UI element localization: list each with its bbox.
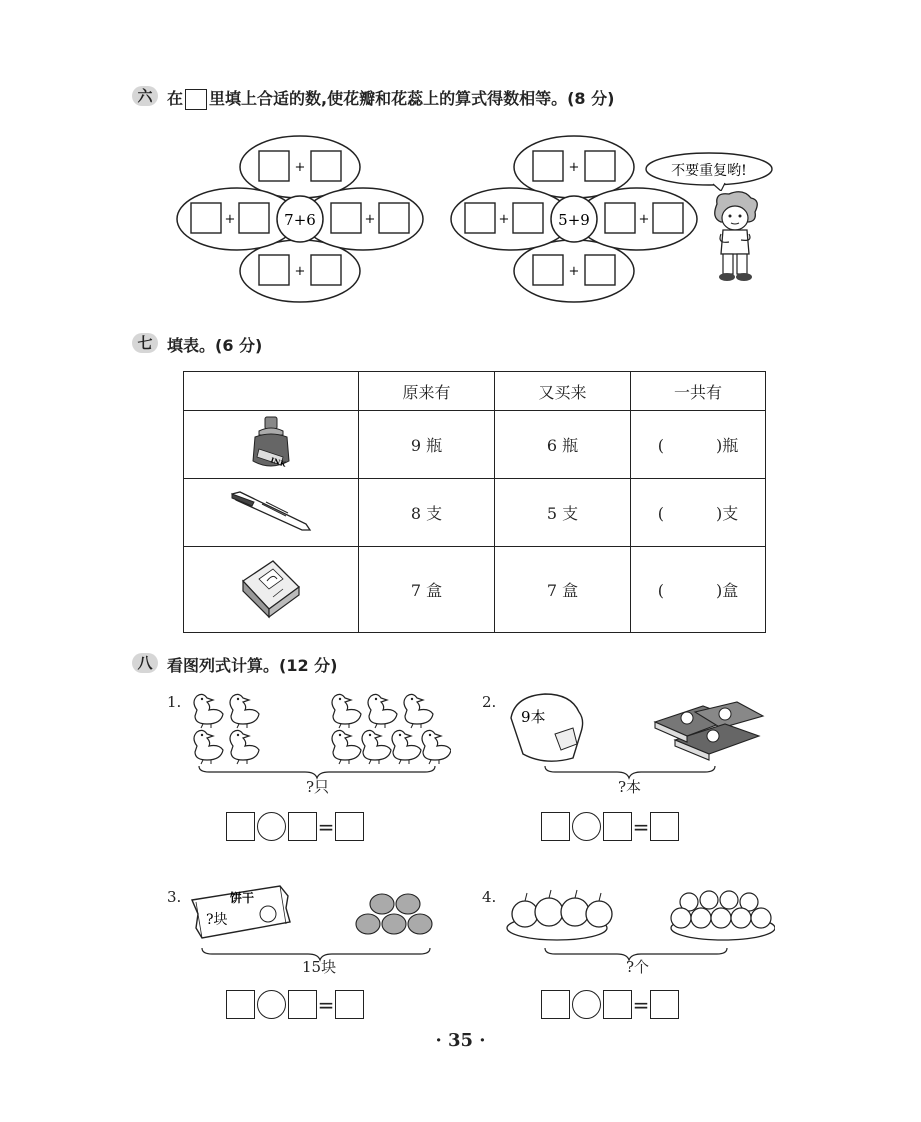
cell-had: 7 盒 [359, 547, 495, 633]
plus-sign: + [638, 212, 650, 227]
plus-sign: + [294, 264, 306, 279]
cell-bought: 7 盒 [495, 547, 631, 633]
section-8-number: 八 [132, 653, 158, 673]
instruction-suffix: 里填上合适的数,使花瓣和花蕊上的算式得数相等。(8 分) [209, 89, 615, 108]
equals-sign: = [632, 992, 650, 1017]
section-6-number: 六 [132, 86, 158, 106]
problem-label: ?本 [618, 778, 642, 796]
problem-label: ?只 [306, 778, 330, 796]
answer-box[interactable] [603, 990, 632, 1019]
section-7-number: 七 [132, 333, 158, 353]
plus-sign: + [498, 212, 510, 227]
equals-sign: = [317, 992, 335, 1017]
table-header: 原来有 [359, 372, 495, 411]
fill-table [183, 371, 766, 633]
operator-circle[interactable] [572, 812, 601, 841]
problem-number: 1. [167, 693, 182, 711]
section-6-instruction [167, 86, 614, 110]
answer-box[interactable] [288, 812, 317, 841]
answer-box[interactable] [603, 812, 632, 841]
pen-icon [184, 479, 359, 547]
flower-1 [175, 133, 425, 305]
equation-row [226, 990, 364, 1019]
equals-sign: = [632, 814, 650, 839]
answer-box[interactable] [541, 990, 570, 1019]
section-7-instruction: 填表。(6 分) [167, 336, 263, 355]
operator-circle[interactable] [257, 812, 286, 841]
problem-number: 3. [167, 888, 182, 906]
answer-box[interactable] [226, 990, 255, 1019]
biscuits-image [188, 880, 450, 962]
page-number: · 35 · [435, 1030, 486, 1051]
cell-total[interactable]: ( )支 [631, 479, 766, 547]
svg-text:INK: INK [269, 454, 288, 469]
equals-sign: = [317, 814, 335, 839]
instruction-prefix: 在 [167, 89, 184, 108]
cell-bought: 6 瓶 [495, 411, 631, 479]
table-row [184, 411, 766, 479]
answer-box[interactable] [650, 990, 679, 1019]
plus-sign: + [294, 160, 306, 175]
problem-number: 4. [482, 888, 497, 906]
table-row [184, 547, 766, 633]
cell-had: 9 瓶 [359, 411, 495, 479]
blank-square-example [185, 89, 207, 110]
plus-sign: + [364, 212, 376, 227]
table-header-row [184, 372, 766, 411]
operator-circle[interactable] [572, 990, 601, 1019]
box-icon [184, 547, 359, 633]
answer-box[interactable] [288, 990, 317, 1019]
cell-had: 8 支 [359, 479, 495, 547]
problem-number: 2. [482, 693, 497, 711]
apples-image [505, 880, 775, 962]
equation-row [541, 990, 679, 1019]
bag-label: ?块 [206, 912, 228, 928]
cell-bought: 5 支 [495, 479, 631, 547]
boy-icon [703, 190, 765, 282]
ducks-image [185, 688, 451, 790]
speech-text: 不要重复哟! [671, 163, 747, 179]
problem-label: 15块 [302, 958, 337, 976]
table-header [184, 372, 359, 411]
flower-1-center: 7+6 [284, 211, 316, 229]
cell-total[interactable]: ( )盒 [631, 547, 766, 633]
answer-box[interactable] [650, 812, 679, 841]
bag-label: 9本 [521, 708, 546, 726]
books-image [505, 688, 773, 790]
ink-bottle-icon [184, 411, 359, 479]
equation-row [541, 812, 679, 841]
answer-box[interactable] [335, 812, 364, 841]
bag-title: 饼干 [230, 891, 255, 905]
plus-sign: + [568, 264, 580, 279]
section-8-instruction: 看图列式计算。(12 分) [167, 656, 338, 675]
cell-total[interactable]: ( )瓶 [631, 411, 766, 479]
equation-row [226, 812, 364, 841]
problem-label: ?个 [626, 958, 650, 976]
operator-circle[interactable] [257, 990, 286, 1019]
table-header: 又买来 [495, 372, 631, 411]
table-header: 一共有 [631, 372, 766, 411]
answer-box[interactable] [335, 990, 364, 1019]
plus-sign: + [568, 160, 580, 175]
plus-sign: + [224, 212, 236, 227]
table-row [184, 479, 766, 547]
answer-box[interactable] [541, 812, 570, 841]
answer-box[interactable] [226, 812, 255, 841]
speech-bubble [643, 151, 775, 191]
flower-2-center: 5+9 [558, 211, 590, 229]
